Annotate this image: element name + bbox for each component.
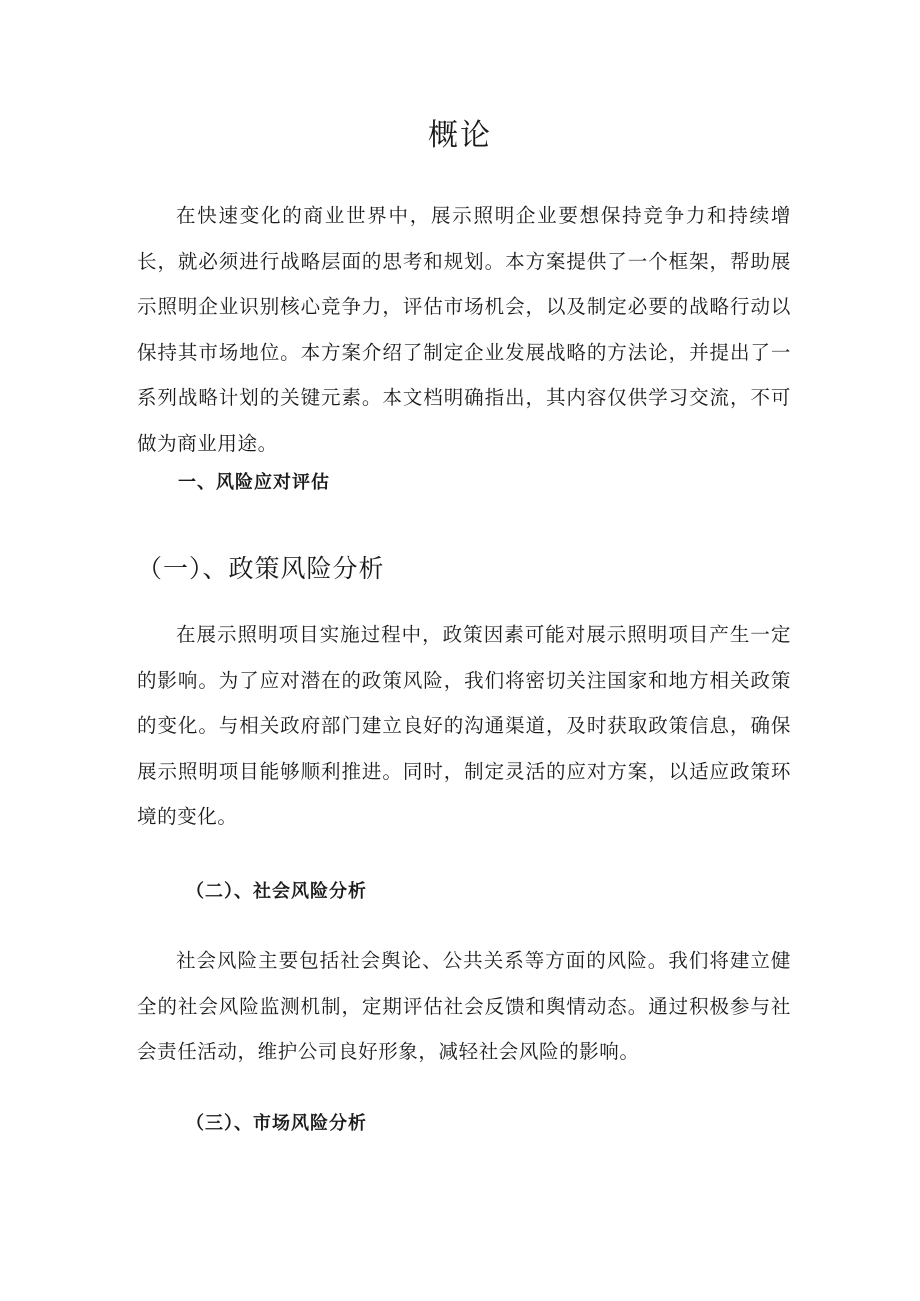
section-heading-risk-assessment: 一、风险应对评估 [178,472,330,493]
subsection-heading-social-risk: （二）、社会风险分析 [186,881,367,902]
subsection-heading-market-risk: （三）、市场风险分析 [186,1113,367,1134]
document-title: 概论 [428,118,492,153]
subsection-heading-policy-risk: （一）、政策风险分析 [137,554,385,583]
intro-paragraph: 在快速变化的商业世界中，展示照明企业要想保持竞争力和持续增长，就必须进行战略层面的思考和规划。本方案提供了一个框架，帮助展示照明企业识别核心竞争力，评估市场机会，以及制定必要的战略行动以保持其市场地位。本方案介绍了制定企业发展战略的方法论，并提出了一系列战略计划的关键元素。本文档明确指出，其内容仅供学习交流，不可做为商业用途。 [137,204,791,455]
social-risk-paragraph: 社会风险主要包括社会舆论、公共关系等方面的风险。我们将建立健全的社会风险监测机制，定期评估社会反馈和舆情动态。通过积极参与社会责任活动，维护公司良好形象，减轻社会风险的影响。 [137,949,791,1063]
policy-risk-paragraph: 在展示照明项目实施过程中，政策因素可能对展示照明项目产生一定的影响。为了应对潜在的政策风险，我们将密切关注国家和地方相关政策的变化。与相关政府部门建立良好的沟通渠道，及时获取政策信息，确保展示照明项目能够顺利推进。同时，制定灵活的应对方案，以适应政策环境的变化。 [137,623,791,828]
